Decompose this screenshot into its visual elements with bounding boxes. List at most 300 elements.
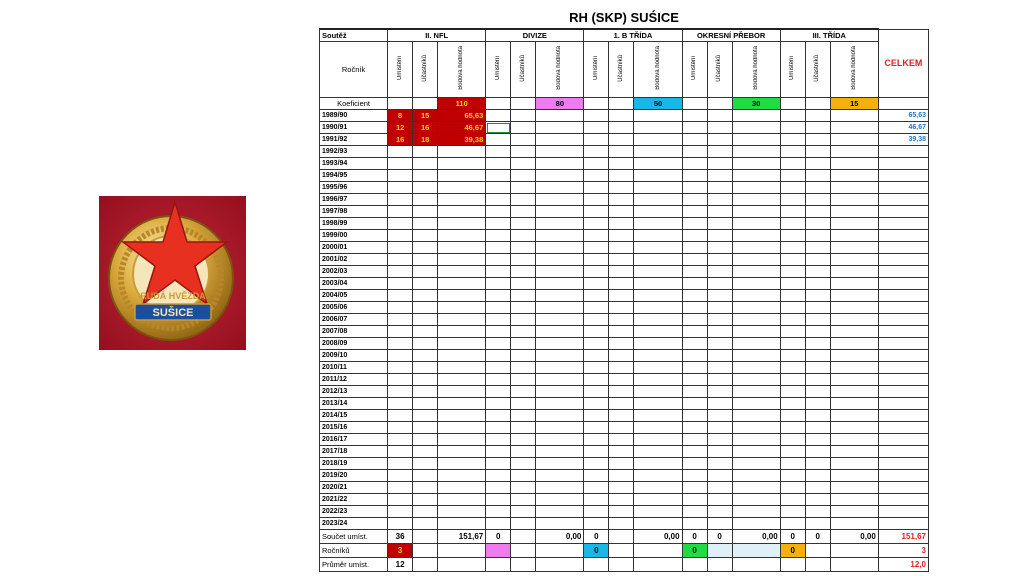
data-cell[interactable] (388, 422, 413, 434)
data-cell[interactable] (413, 326, 438, 338)
data-cell[interactable] (609, 494, 634, 506)
data-cell[interactable] (511, 230, 536, 242)
data-cell[interactable] (732, 374, 780, 386)
data-cell[interactable] (732, 458, 780, 470)
data-cell[interactable] (707, 242, 732, 254)
data-cell[interactable] (682, 242, 707, 254)
data-cell[interactable] (438, 494, 486, 506)
data-cell[interactable] (388, 194, 413, 206)
data-cell[interactable] (438, 206, 486, 218)
data-cell[interactable] (609, 506, 634, 518)
data-cell[interactable] (634, 362, 682, 374)
data-cell[interactable] (486, 350, 511, 362)
data-cell[interactable] (486, 194, 511, 206)
data-cell[interactable] (682, 170, 707, 182)
data-cell[interactable] (584, 410, 609, 422)
data-cell[interactable] (780, 314, 805, 326)
data-cell[interactable] (780, 326, 805, 338)
data-cell[interactable] (486, 170, 511, 182)
data-cell[interactable] (536, 410, 584, 422)
data-cell[interactable] (707, 350, 732, 362)
data-cell[interactable] (707, 122, 732, 134)
data-cell[interactable] (780, 158, 805, 170)
data-cell[interactable] (609, 398, 634, 410)
data-cell[interactable] (830, 446, 878, 458)
data-cell[interactable] (438, 518, 486, 530)
data-cell[interactable] (780, 470, 805, 482)
data-cell[interactable] (388, 206, 413, 218)
data-cell[interactable] (732, 122, 780, 134)
data-cell[interactable] (682, 458, 707, 470)
data-cell[interactable] (707, 386, 732, 398)
data-cell[interactable] (584, 506, 609, 518)
data-cell[interactable] (413, 278, 438, 290)
data-cell[interactable] (388, 338, 413, 350)
data-cell[interactable] (609, 422, 634, 434)
data-cell[interactable] (536, 242, 584, 254)
data-cell[interactable] (780, 482, 805, 494)
data-cell[interactable] (486, 470, 511, 482)
data-cell[interactable] (805, 362, 830, 374)
data-cell[interactable] (732, 182, 780, 194)
data-cell[interactable] (511, 146, 536, 158)
data-cell[interactable] (805, 326, 830, 338)
data-cell[interactable] (805, 218, 830, 230)
data-cell[interactable] (511, 158, 536, 170)
data-cell[interactable] (682, 230, 707, 242)
data-cell[interactable] (732, 518, 780, 530)
data-cell[interactable] (682, 410, 707, 422)
data-cell[interactable] (511, 218, 536, 230)
data-cell[interactable] (707, 218, 732, 230)
data-cell[interactable] (413, 146, 438, 158)
data-cell[interactable] (438, 230, 486, 242)
data-cell[interactable] (511, 422, 536, 434)
data-cell[interactable] (732, 230, 780, 242)
data-cell[interactable] (682, 302, 707, 314)
data-cell[interactable] (634, 302, 682, 314)
data-cell[interactable] (438, 314, 486, 326)
data-cell[interactable] (486, 398, 511, 410)
data-cell[interactable] (780, 362, 805, 374)
data-cell[interactable] (584, 110, 609, 122)
data-cell[interactable] (682, 338, 707, 350)
data-cell[interactable] (609, 134, 634, 146)
data-cell[interactable] (438, 482, 486, 494)
data-cell[interactable] (634, 338, 682, 350)
data-cell[interactable] (682, 470, 707, 482)
data-cell[interactable] (413, 374, 438, 386)
data-cell[interactable] (634, 326, 682, 338)
data-cell[interactable] (682, 110, 707, 122)
data-cell[interactable] (830, 170, 878, 182)
data-cell[interactable] (584, 194, 609, 206)
data-cell[interactable] (413, 338, 438, 350)
data-cell[interactable] (388, 302, 413, 314)
data-cell[interactable] (732, 362, 780, 374)
data-cell[interactable] (536, 446, 584, 458)
data-cell[interactable] (805, 302, 830, 314)
data-cell[interactable] (388, 170, 413, 182)
data-cell[interactable] (634, 482, 682, 494)
data-cell[interactable] (732, 410, 780, 422)
data-cell[interactable] (805, 242, 830, 254)
data-cell[interactable] (634, 134, 682, 146)
data-cell[interactable] (732, 146, 780, 158)
data-cell[interactable] (584, 470, 609, 482)
data-cell[interactable] (413, 446, 438, 458)
data-cell[interactable] (536, 194, 584, 206)
data-cell[interactable] (805, 338, 830, 350)
data-cell[interactable] (609, 314, 634, 326)
data-cell[interactable] (780, 410, 805, 422)
data-cell[interactable] (511, 470, 536, 482)
data-cell[interactable] (438, 254, 486, 266)
data-cell[interactable] (805, 278, 830, 290)
data-cell[interactable] (388, 146, 413, 158)
data-cell[interactable] (707, 182, 732, 194)
data-cell[interactable] (438, 410, 486, 422)
data-cell[interactable] (634, 266, 682, 278)
data-cell[interactable] (511, 446, 536, 458)
data-cell[interactable] (584, 134, 609, 146)
data-cell[interactable] (805, 350, 830, 362)
data-cell[interactable] (780, 134, 805, 146)
data-cell[interactable] (634, 374, 682, 386)
data-cell[interactable] (388, 494, 413, 506)
data-cell[interactable] (486, 326, 511, 338)
data-cell[interactable] (388, 518, 413, 530)
data-cell[interactable] (388, 386, 413, 398)
data-cell[interactable] (511, 242, 536, 254)
data-cell[interactable] (732, 170, 780, 182)
data-cell[interactable] (707, 434, 732, 446)
data-cell[interactable] (682, 266, 707, 278)
data-cell[interactable] (682, 434, 707, 446)
data-cell[interactable] (584, 362, 609, 374)
data-cell[interactable] (707, 230, 732, 242)
data-cell[interactable] (732, 206, 780, 218)
data-cell[interactable] (388, 278, 413, 290)
data-cell[interactable] (438, 458, 486, 470)
data-cell[interactable] (805, 458, 830, 470)
data-cell[interactable] (805, 266, 830, 278)
data-cell[interactable] (486, 362, 511, 374)
data-cell[interactable] (511, 182, 536, 194)
data-cell[interactable] (805, 122, 830, 134)
data-cell[interactable] (584, 266, 609, 278)
data-cell[interactable] (388, 158, 413, 170)
data-cell[interactable] (388, 242, 413, 254)
data-cell[interactable] (609, 302, 634, 314)
data-cell[interactable] (413, 398, 438, 410)
data-cell[interactable] (511, 266, 536, 278)
data-cell[interactable] (486, 206, 511, 218)
data-cell[interactable] (536, 482, 584, 494)
data-cell[interactable] (780, 386, 805, 398)
data-cell[interactable] (536, 278, 584, 290)
data-cell[interactable] (707, 410, 732, 422)
data-cell[interactable] (634, 386, 682, 398)
data-cell[interactable] (413, 182, 438, 194)
data-cell[interactable] (609, 446, 634, 458)
data-cell[interactable] (682, 290, 707, 302)
data-cell[interactable] (780, 230, 805, 242)
data-cell[interactable] (388, 290, 413, 302)
data-cell[interactable] (438, 506, 486, 518)
data-cell[interactable] (413, 218, 438, 230)
data-cell[interactable] (732, 266, 780, 278)
data-cell[interactable] (584, 146, 609, 158)
data-cell[interactable] (707, 110, 732, 122)
data-cell[interactable] (707, 326, 732, 338)
data-cell[interactable] (486, 242, 511, 254)
data-cell[interactable] (511, 206, 536, 218)
data-cell[interactable] (732, 134, 780, 146)
data-cell[interactable] (634, 254, 682, 266)
data-cell[interactable] (805, 110, 830, 122)
data-cell[interactable] (707, 158, 732, 170)
data-cell[interactable] (413, 302, 438, 314)
data-cell[interactable] (830, 230, 878, 242)
data-cell[interactable] (780, 302, 805, 314)
data-cell[interactable] (486, 506, 511, 518)
data-cell[interactable] (609, 410, 634, 422)
data-cell[interactable] (732, 398, 780, 410)
data-cell[interactable] (511, 410, 536, 422)
data-cell[interactable] (780, 110, 805, 122)
data-cell[interactable] (438, 146, 486, 158)
data-cell[interactable] (830, 410, 878, 422)
data-cell[interactable] (536, 206, 584, 218)
data-cell[interactable] (438, 182, 486, 194)
data-cell[interactable] (388, 218, 413, 230)
data-cell[interactable] (413, 362, 438, 374)
data-cell[interactable] (682, 326, 707, 338)
data-cell[interactable] (634, 290, 682, 302)
data-cell[interactable] (682, 482, 707, 494)
data-cell[interactable] (732, 242, 780, 254)
data-cell[interactable] (830, 326, 878, 338)
data-cell[interactable] (438, 218, 486, 230)
data-cell[interactable] (830, 458, 878, 470)
data-cell[interactable] (732, 338, 780, 350)
data-cell[interactable] (584, 290, 609, 302)
data-cell[interactable] (511, 302, 536, 314)
data-cell[interactable] (707, 302, 732, 314)
data-cell[interactable] (584, 482, 609, 494)
data-cell[interactable] (511, 482, 536, 494)
data-cell[interactable] (584, 434, 609, 446)
data-cell[interactable] (732, 158, 780, 170)
data-cell[interactable] (536, 314, 584, 326)
data-cell[interactable] (486, 518, 511, 530)
data-cell[interactable] (486, 254, 511, 266)
data-cell[interactable] (707, 458, 732, 470)
data-cell[interactable] (732, 470, 780, 482)
data-cell[interactable] (584, 122, 609, 134)
data-cell[interactable] (584, 398, 609, 410)
data-cell[interactable] (780, 182, 805, 194)
data-cell[interactable] (609, 266, 634, 278)
data-cell[interactable] (805, 446, 830, 458)
data-cell[interactable] (707, 170, 732, 182)
data-cell[interactable] (780, 458, 805, 470)
data-cell[interactable] (511, 518, 536, 530)
data-cell[interactable] (830, 122, 878, 134)
data-cell[interactable] (609, 206, 634, 218)
data-cell[interactable] (438, 362, 486, 374)
data-cell[interactable] (536, 290, 584, 302)
data-cell[interactable] (634, 122, 682, 134)
data-cell[interactable] (634, 206, 682, 218)
data-cell[interactable] (609, 230, 634, 242)
data-cell[interactable] (634, 422, 682, 434)
data-cell[interactable] (780, 266, 805, 278)
data-cell[interactable] (732, 506, 780, 518)
data-cell[interactable] (536, 134, 584, 146)
data-cell[interactable] (536, 470, 584, 482)
data-cell[interactable] (830, 194, 878, 206)
data-cell[interactable] (609, 326, 634, 338)
data-cell[interactable] (732, 494, 780, 506)
data-cell[interactable] (413, 230, 438, 242)
data-cell[interactable] (707, 194, 732, 206)
data-cell[interactable] (707, 422, 732, 434)
data-cell[interactable] (732, 422, 780, 434)
data-cell[interactable] (780, 446, 805, 458)
data-cell[interactable] (609, 338, 634, 350)
data-cell[interactable] (805, 194, 830, 206)
data-cell[interactable] (830, 494, 878, 506)
data-cell[interactable] (486, 482, 511, 494)
data-cell[interactable] (634, 110, 682, 122)
data-cell[interactable] (634, 350, 682, 362)
data-cell[interactable] (805, 434, 830, 446)
data-cell[interactable] (780, 422, 805, 434)
data-cell[interactable] (388, 374, 413, 386)
data-cell[interactable] (609, 374, 634, 386)
data-cell[interactable] (584, 518, 609, 530)
data-cell[interactable] (634, 182, 682, 194)
data-cell[interactable] (388, 482, 413, 494)
data-cell[interactable] (682, 446, 707, 458)
data-cell[interactable] (682, 422, 707, 434)
data-cell[interactable] (536, 362, 584, 374)
data-cell[interactable] (609, 470, 634, 482)
data-cell[interactable] (536, 122, 584, 134)
data-cell[interactable] (536, 350, 584, 362)
data-cell[interactable] (536, 182, 584, 194)
data-cell[interactable] (536, 158, 584, 170)
data-cell[interactable] (732, 218, 780, 230)
data-cell[interactable] (682, 314, 707, 326)
data-cell[interactable] (584, 158, 609, 170)
data-cell[interactable] (707, 266, 732, 278)
data-cell[interactable] (707, 470, 732, 482)
data-cell[interactable] (438, 386, 486, 398)
data-cell[interactable] (707, 362, 732, 374)
data-cell[interactable] (486, 374, 511, 386)
data-cell[interactable] (438, 194, 486, 206)
data-cell[interactable] (805, 506, 830, 518)
data-cell[interactable] (511, 254, 536, 266)
data-cell[interactable] (634, 218, 682, 230)
data-cell[interactable] (511, 122, 536, 134)
data-cell[interactable] (511, 506, 536, 518)
data-cell[interactable] (732, 290, 780, 302)
data-cell[interactable] (486, 494, 511, 506)
data-cell[interactable] (511, 362, 536, 374)
data-cell[interactable] (536, 518, 584, 530)
data-cell[interactable] (511, 458, 536, 470)
data-cell[interactable] (486, 290, 511, 302)
data-cell[interactable] (388, 458, 413, 470)
data-cell[interactable] (413, 434, 438, 446)
data-cell[interactable] (830, 206, 878, 218)
data-cell[interactable] (732, 350, 780, 362)
data-cell[interactable] (413, 482, 438, 494)
data-cell[interactable] (634, 398, 682, 410)
data-cell[interactable] (536, 386, 584, 398)
data-cell[interactable] (609, 458, 634, 470)
data-cell[interactable] (780, 218, 805, 230)
data-cell[interactable] (536, 146, 584, 158)
data-cell[interactable] (584, 278, 609, 290)
data-cell[interactable] (830, 374, 878, 386)
data-cell[interactable] (732, 446, 780, 458)
data-cell[interactable] (536, 218, 584, 230)
data-cell[interactable] (609, 218, 634, 230)
data-cell[interactable] (486, 158, 511, 170)
data-cell[interactable] (830, 218, 878, 230)
data-cell[interactable] (536, 422, 584, 434)
data-cell[interactable] (732, 278, 780, 290)
data-cell[interactable] (388, 434, 413, 446)
data-cell[interactable] (413, 314, 438, 326)
data-cell[interactable] (780, 434, 805, 446)
data-cell[interactable] (634, 470, 682, 482)
data-cell[interactable] (486, 230, 511, 242)
data-cell[interactable] (780, 194, 805, 206)
data-cell[interactable] (388, 326, 413, 338)
data-cell[interactable] (438, 290, 486, 302)
data-cell[interactable] (634, 194, 682, 206)
data-cell[interactable] (486, 446, 511, 458)
data-cell[interactable] (413, 194, 438, 206)
data-cell[interactable] (830, 338, 878, 350)
data-cell[interactable] (536, 254, 584, 266)
data-cell[interactable] (388, 230, 413, 242)
data-cell[interactable] (707, 494, 732, 506)
data-cell[interactable] (609, 146, 634, 158)
data-cell[interactable] (634, 170, 682, 182)
data-cell[interactable] (830, 146, 878, 158)
data-cell[interactable] (511, 170, 536, 182)
selected-cell[interactable] (486, 122, 511, 134)
data-cell[interactable] (707, 506, 732, 518)
data-cell[interactable] (830, 314, 878, 326)
data-cell[interactable] (609, 194, 634, 206)
data-cell[interactable] (388, 362, 413, 374)
data-cell[interactable] (511, 494, 536, 506)
data-cell[interactable] (780, 398, 805, 410)
data-cell[interactable] (634, 230, 682, 242)
data-cell[interactable] (536, 302, 584, 314)
data-cell[interactable] (682, 494, 707, 506)
data-cell[interactable] (780, 146, 805, 158)
data-cell[interactable] (438, 158, 486, 170)
